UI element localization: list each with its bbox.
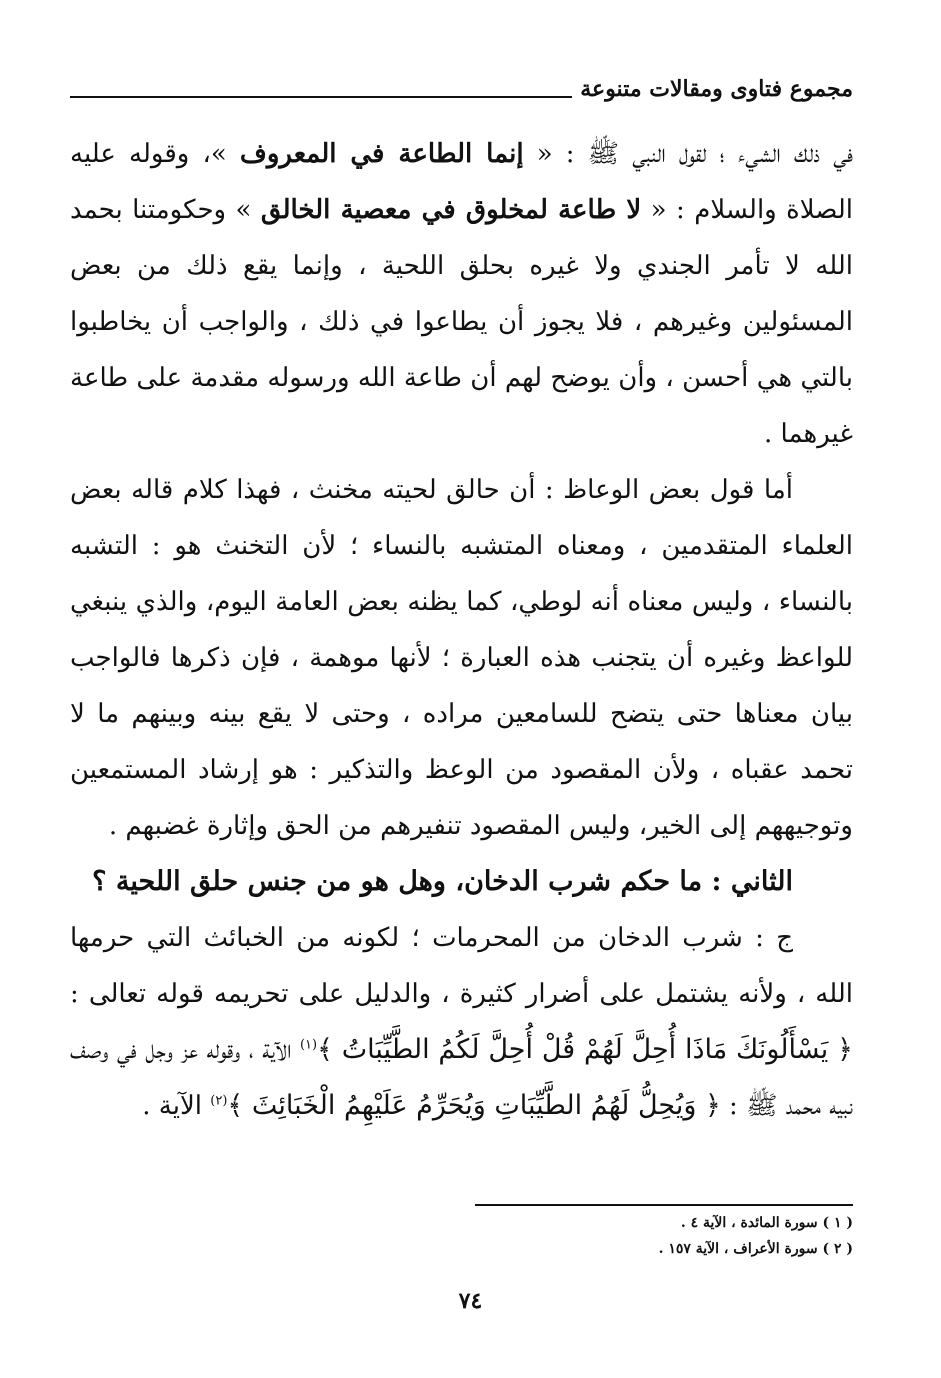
paragraph-1 <box>70 126 853 462</box>
question-heading: الثاني : ما حكم شرب الدخان، وهل هو من جنس حلق اللحية ؟ <box>92 866 793 897</box>
running-header <box>70 68 853 104</box>
quran-verse-2: ﴿ وَيُحِلُّ لَهُمُ الطَّيِّبَاتِ وَيُحَرِّمُ عَلَيْهِمُ الْخَبَائِثَ ﴾ <box>227 1090 721 1121</box>
body-text <box>70 126 853 1134</box>
footnote-2: ( ٢ ) سورة الأعراف ، الآية ١٥٧ . <box>658 1241 853 1257</box>
page-number: ٧٤ <box>458 1288 483 1314</box>
answer-paragraph <box>70 910 853 1134</box>
footnote-ref-2: (٢) <box>210 1093 228 1109</box>
p1-text-c: »، وقوله عليه الصلاة والسلام : « <box>70 139 853 225</box>
answer-text-c: الآية . <box>142 1091 211 1121</box>
p1-text-a: في ذلك الشيء ؛ لقول النبي ﷺ : « <box>523 139 854 169</box>
quran-verse-1: ﴿ يَسْأَلُونَكَ مَاذَا أُحِلَّ لَهُمْ قُلْ أُحِلَّ لَكُمُ الطَّيِّبَاتُ ﴾ <box>317 1034 853 1065</box>
footnote-1: ( ١ ) سورة المائدة ، الآية ٤ . <box>680 1215 853 1231</box>
footnotes <box>433 1210 853 1262</box>
footnote-ref-1: (١) <box>299 1037 318 1053</box>
hadith-2: لا طاعة لمخلوق في معصية الخالق <box>260 195 642 225</box>
answer-text-a: ج : شرب الدخان من المحرمات ؛ لكونه من الخبائث التي حرمها الله ، ولأنه يشتمل على أضرار كثيرة ، والدليل على تحريمه قوله تعالى : <box>70 923 853 1009</box>
header-title: مجموع فتاوى ومقالات متنوعة <box>580 76 853 102</box>
footnote-rule <box>475 1204 853 1206</box>
header-rule <box>70 96 572 98</box>
answer-text-b: الآية ، وقوله عز وجل في وصف نبيه محمد ﷺ : <box>70 1035 853 1121</box>
hadith-1: إنما الطاعة في المعروف <box>239 139 524 169</box>
paragraph-2: أما قول بعض الوعاظ : أن حالق لحيته مخنث ، فهذا كلام قاله بعض العلماء المتقدمين ، ومعناه المتشبه بالنساء ؛ لأن التخنث هو : التشبه بالنساء ، وليس معناه أنه لوطي، كما يظنه بعض العامة اليوم، والذي ينبغي للواعظ وغيره أن يتجنب هذه العبارة ؛ لأنها موهمة ، فإن ذكرها فالواجب بيان معناها حتى يتضح للسامعين مراده ، وحتى لا يقع بينه وبينهم ما لا تحمد عقباه ، ولأن المقصود من الوعظ والتذكير : هو إرشاد المستمعين وتوجيههم إلى الخير، وليس المقصود تنفيرهم من الحق وإثارة غضبهم . <box>70 475 853 841</box>
p1-text-e: » وحكومتنا بحمد الله لا تأمر الجندي ولا غيره بحلق اللحية ، وإنما يقع ذلك من بعض المسئولين وغيرهم ، فلا يجوز أن يطاعوا في ذلك ، والواجب أن يخاطبوا بالتي هي أحسن ، وأن يوضح لهم أن طاعة الله ورسوله مقدمة على طاعة غيرهما . <box>70 195 853 449</box>
